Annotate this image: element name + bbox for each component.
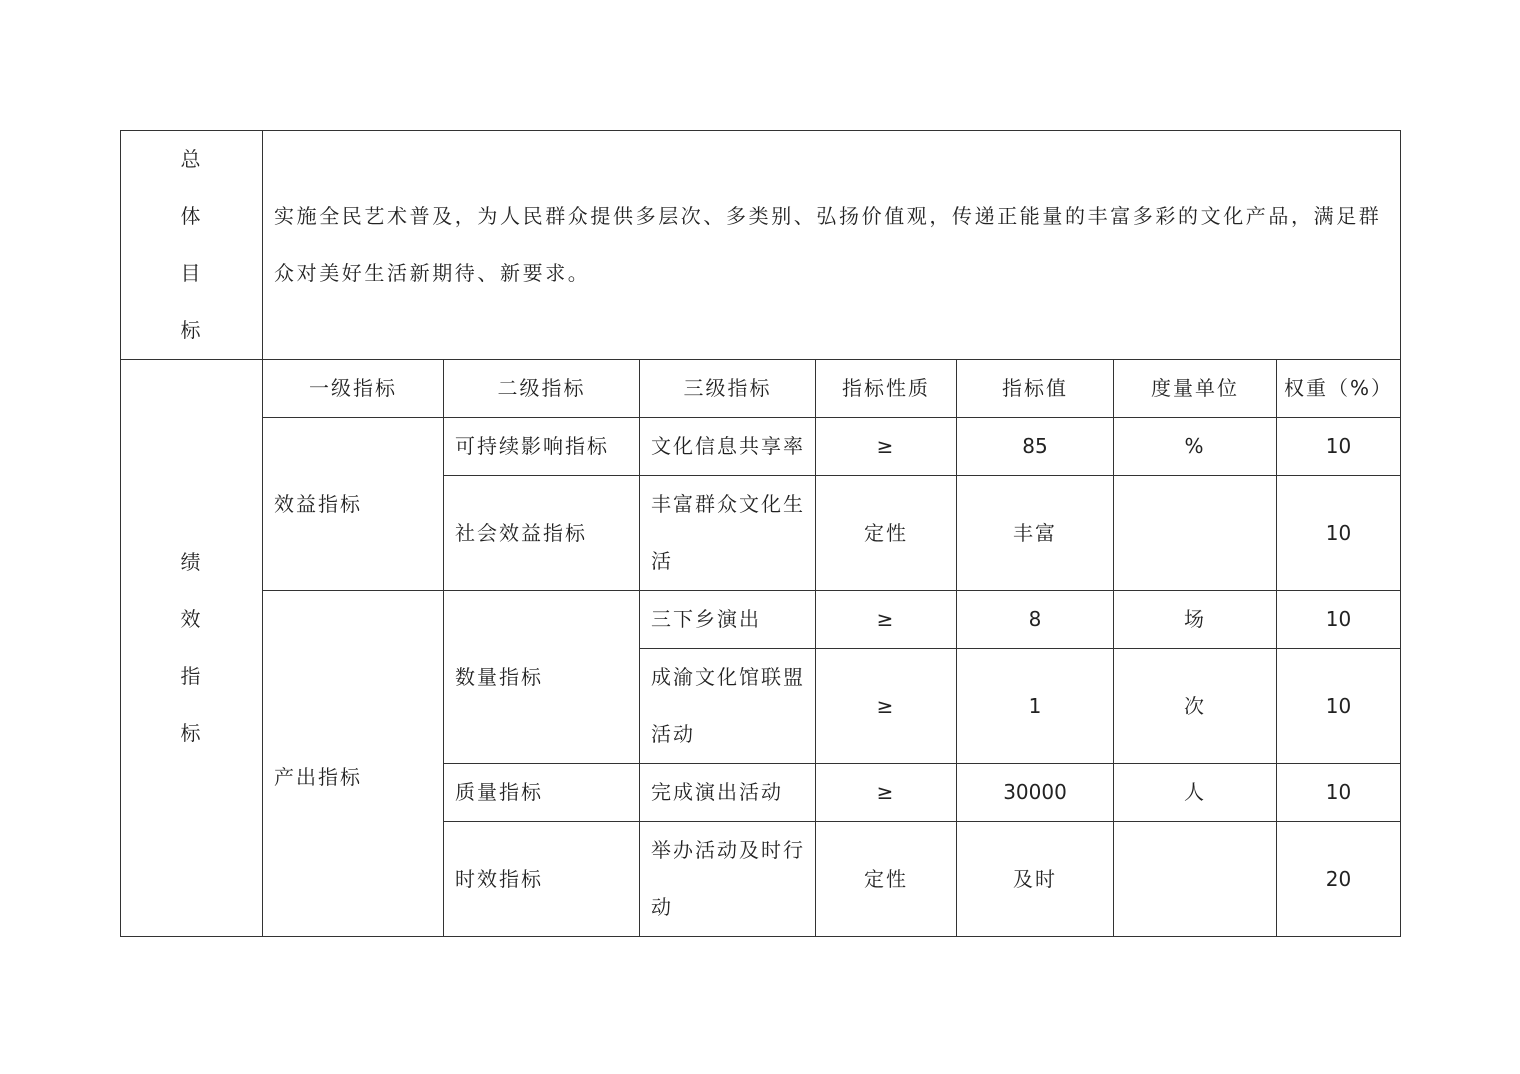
indicator-label-char: 指 — [180, 664, 203, 688]
level3-cell: 完成演出活动 — [640, 764, 816, 822]
indicator-header-row — [121, 360, 1401, 418]
unit-cell — [1114, 476, 1277, 591]
goal-label-char: 目 — [180, 261, 203, 285]
nature-cell: 定性 — [816, 476, 957, 591]
goal-label — [121, 131, 263, 360]
level3-cell: 三下乡演出 — [640, 591, 816, 649]
header-level3: 三级指标 — [640, 360, 816, 418]
level2-cell: 社会效益指标 — [444, 476, 640, 591]
level2-cell: 可持续影响指标 — [444, 418, 640, 476]
indicator-label — [121, 360, 263, 937]
goal-label-char: 总 — [180, 147, 203, 171]
nature-cell: ≥ — [816, 418, 957, 476]
goal-row — [121, 131, 1401, 360]
level1-cell: 效益指标 — [263, 418, 444, 591]
header-unit: 度量单位 — [1114, 360, 1277, 418]
indicator-label-char: 标 — [180, 721, 203, 745]
header-level1: 一级指标 — [263, 360, 444, 418]
level3-cell: 成渝文化馆联盟活动 — [640, 649, 816, 764]
value-cell: 8 — [957, 591, 1114, 649]
value-cell: 1 — [957, 649, 1114, 764]
header-value: 指标值 — [957, 360, 1114, 418]
weight-cell: 10 — [1277, 591, 1401, 649]
nature-cell: ≥ — [816, 764, 957, 822]
level1-cell: 产出指标 — [263, 591, 444, 937]
goal-text: 实施全民艺术普及，为人民群众提供多层次、多类别、弘扬价值观，传递正能量的丰富多彩的文化产品，满足群众对美好生活新期待、新要求。 — [263, 131, 1401, 360]
value-cell: 85 — [957, 418, 1114, 476]
nature-cell: ≥ — [816, 591, 957, 649]
value-cell: 及时 — [957, 822, 1114, 937]
unit-cell: 人 — [1114, 764, 1277, 822]
weight-cell: 10 — [1277, 418, 1401, 476]
level2-cell: 数量指标 — [444, 591, 640, 764]
indicator-label-char: 绩 — [180, 550, 203, 574]
nature-cell: 定性 — [816, 822, 957, 937]
level2-cell: 时效指标 — [444, 822, 640, 937]
weight-cell: 10 — [1277, 649, 1401, 764]
level3-cell: 文化信息共享率 — [640, 418, 816, 476]
level3-cell: 举办活动及时行动 — [640, 822, 816, 937]
nature-cell: ≥ — [816, 649, 957, 764]
unit-cell — [1114, 822, 1277, 937]
performance-goal-table — [120, 130, 1401, 937]
weight-cell: 20 — [1277, 822, 1401, 937]
level2-cell: 质量指标 — [444, 764, 640, 822]
indicator-label-char: 效 — [180, 607, 203, 631]
header-nature: 指标性质 — [816, 360, 957, 418]
weight-cell: 10 — [1277, 764, 1401, 822]
level3-cell: 丰富群众文化生活 — [640, 476, 816, 591]
goal-label-char: 标 — [180, 318, 203, 342]
value-cell: 30000 — [957, 764, 1114, 822]
goal-label-char: 体 — [180, 204, 203, 228]
table-row — [121, 591, 1401, 649]
unit-cell: 次 — [1114, 649, 1277, 764]
unit-cell: % — [1114, 418, 1277, 476]
value-cell: 丰富 — [957, 476, 1114, 591]
table-row — [121, 418, 1401, 476]
header-level2: 二级指标 — [444, 360, 640, 418]
unit-cell: 场 — [1114, 591, 1277, 649]
weight-cell: 10 — [1277, 476, 1401, 591]
header-weight: 权重（%） — [1277, 360, 1401, 418]
